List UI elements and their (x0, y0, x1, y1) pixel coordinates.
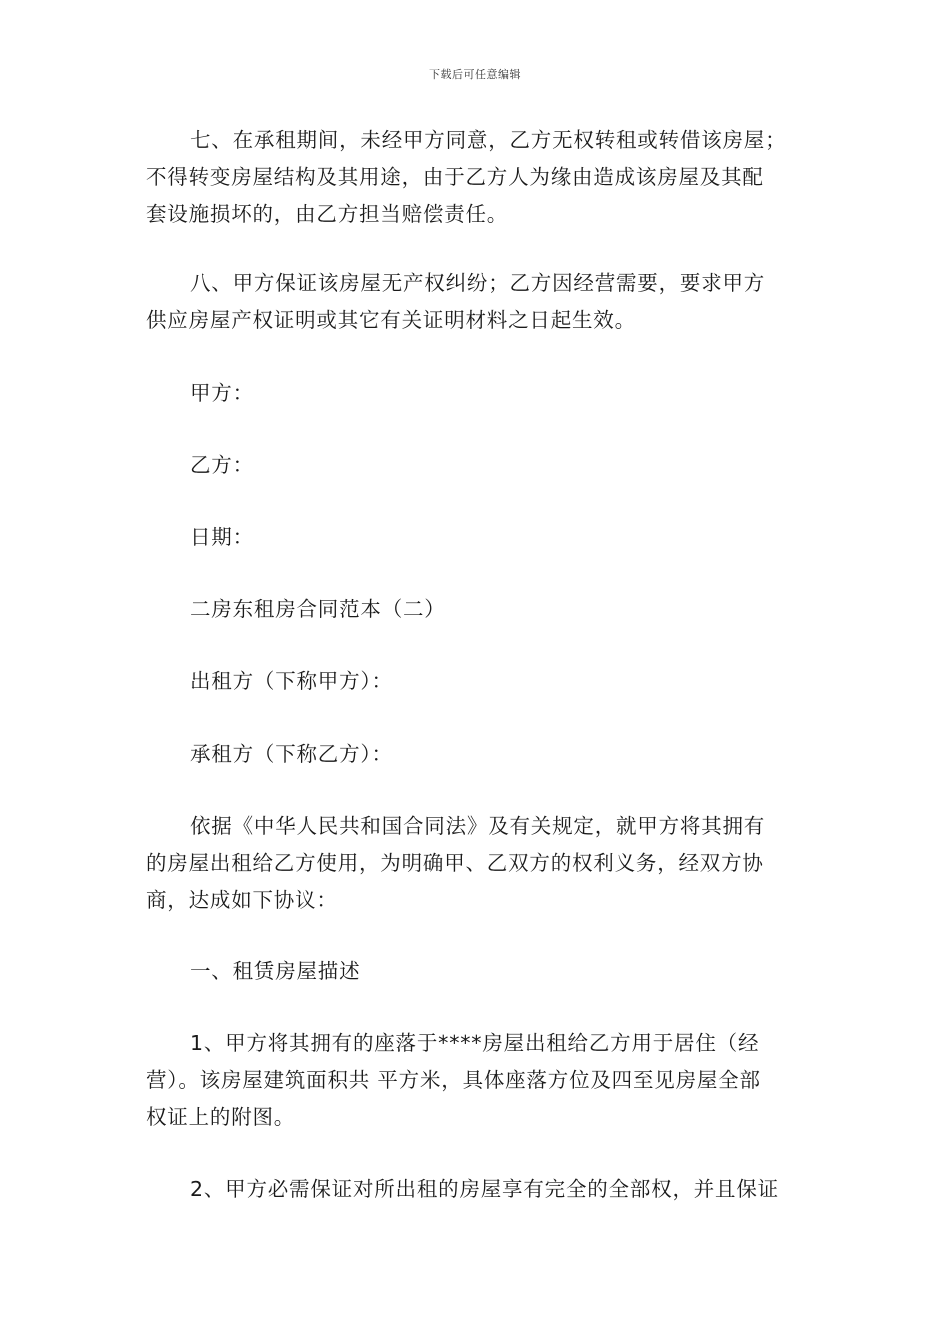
text-line: 依据《中华人民共和国合同法》及有关规定，就甲方将其拥有 (190, 814, 766, 838)
clause-7-paragraph (146, 122, 812, 233)
contract-title (146, 591, 812, 628)
text-line: 甲方： (190, 381, 254, 405)
text-line: 权证上的附图。 (146, 1105, 296, 1129)
lessor-line (146, 663, 812, 700)
text-line: 套设施损坏的，由乙方担当赔偿责任。 (146, 202, 509, 226)
text-line: 七、在承租期间，未经甲方同意，乙方无权转租或转借该房屋； (190, 128, 787, 152)
section-1-heading (146, 953, 812, 990)
clause-8-paragraph (146, 265, 812, 339)
text-line: 不得转变房屋结构及其用途，由于乙方人为缘由造成该房屋及其配 (146, 165, 764, 189)
page-header: 下载后可任意编辑 (429, 68, 521, 81)
date-line (146, 519, 812, 556)
text-line: 二房东租房合同范本（二） (190, 597, 446, 621)
text-line: 营）。该房屋建筑面积共 平方米，具体座落方位及四至见房屋全部 (146, 1068, 761, 1092)
item-2-paragraph (146, 1171, 812, 1208)
text-line: 八、甲方保证该房屋无产权纠纷；乙方因经营需要，要求甲方 (190, 271, 766, 295)
text-line: 乙方： (190, 453, 254, 477)
text-line: 供应房屋产权证明或其它有关证明材料之日起生效。 (146, 308, 636, 332)
text-line: 承租方（下称乙方）： (190, 742, 393, 766)
text-line: 的房屋出租给乙方使用，为明确甲、乙双方的权利义务，经双方协 (146, 851, 764, 875)
preamble-paragraph (146, 808, 812, 919)
party-a-signature-line (146, 375, 812, 412)
party-b-signature-line (146, 447, 812, 484)
text-line: 商，达成如下协议： (146, 888, 338, 912)
text-line: 日期： (190, 525, 254, 549)
item-1-paragraph (146, 1025, 812, 1136)
text-line: 一、租赁房屋描述 (190, 959, 361, 983)
text-line: 出租方（下称甲方）： (190, 669, 393, 693)
text-line: 1、甲方将其拥有的座落于****房屋出租给乙方用于居住（经 (190, 1031, 760, 1055)
text-line: 2、甲方必需保证对所出租的房屋享有完全的全部权，并且保证 (190, 1177, 779, 1201)
lessee-line (146, 736, 812, 773)
